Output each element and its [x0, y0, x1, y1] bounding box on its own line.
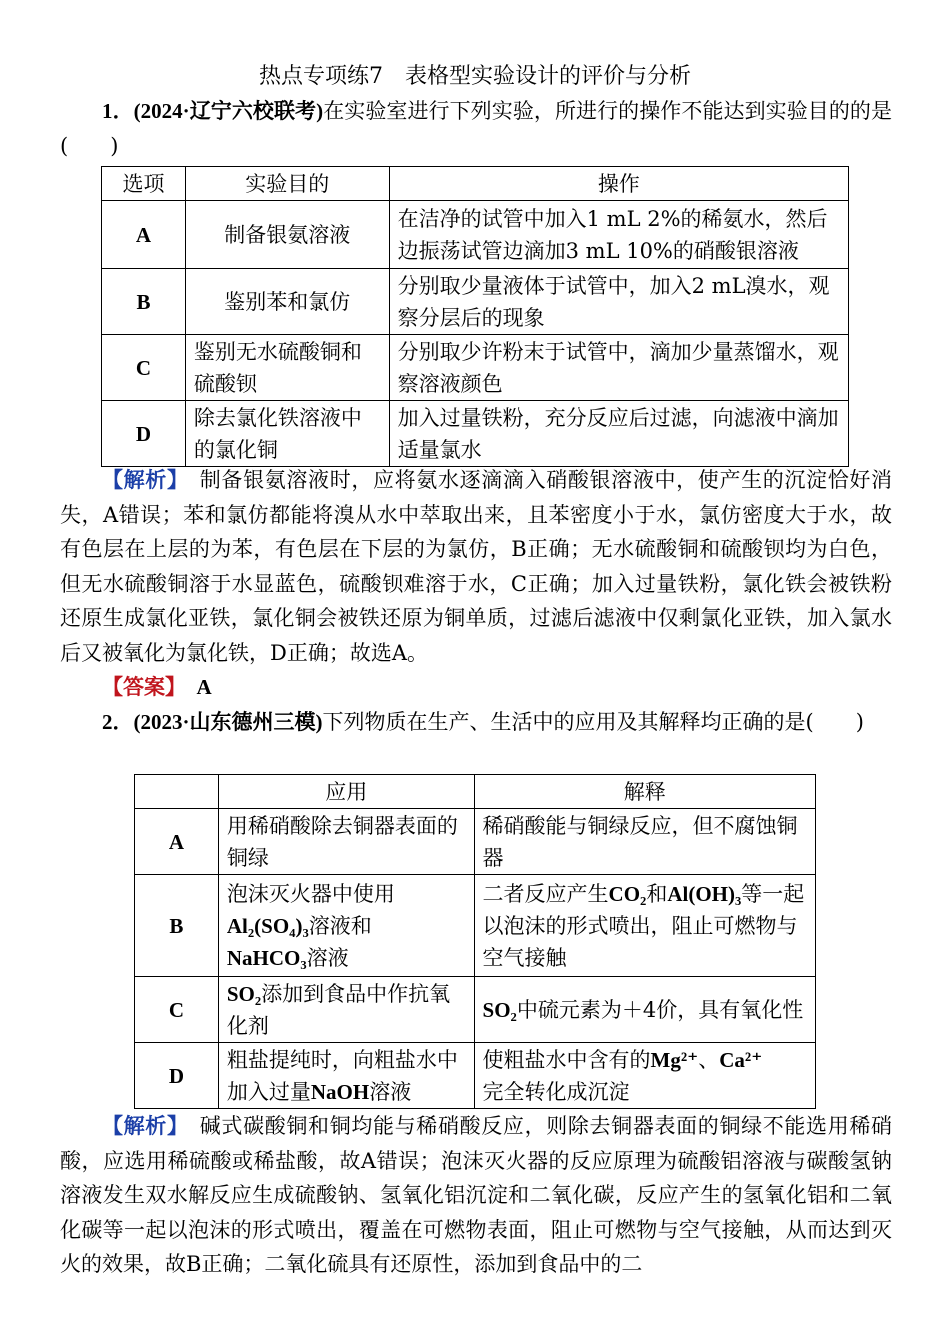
chemical-formula: Ca²⁺	[719, 1047, 763, 1072]
chemical-formula: NaOH	[310, 1079, 370, 1104]
text-run: 溶液和	[308, 913, 372, 938]
question-1-analysis	[60, 463, 892, 670]
text-run: 溶液	[369, 1079, 412, 1104]
experiment-goal: 制备银氨溶液	[185, 201, 389, 269]
option-label: C	[135, 977, 219, 1043]
table-header: 应用	[218, 775, 474, 809]
text-run: 溶液	[306, 945, 349, 970]
chemical-formula: SO₂	[226, 981, 262, 1006]
text-run: 泡沫灭火器中使用	[226, 881, 395, 906]
analysis-text: 碱式碳酸铜和铜均能与稀硝酸反应，则除去铜器表面的铜绿不能选用稀硝酸，应选用稀硫酸或稀盐酸，故A错误；泡沫灭火器的反应原理为硫酸铝溶液与碳酸氢钠溶液发生双水解反应生成硫酸钠、氢氧化铝沉淀和二氧化碳，反应产生的氢氧化铝和二氧化碳等一起以泡沫的形式喷出，覆盖在可燃物表面，阻止可燃物与空气接触，从而达到灭火的效果，故B正确；二氧化硫具有还原性，添加到食品中的二	[60, 1114, 893, 1276]
chemical-formula: Mg²⁺	[650, 1047, 699, 1072]
experiment-goal: 鉴别无水硫酸铜和硫酸钡	[185, 335, 389, 401]
chemical-formula: SO₂	[482, 997, 517, 1022]
table-row	[135, 809, 816, 875]
text-run: 中硫元素为＋4价，具有氧化性	[516, 997, 804, 1022]
explanation-cell	[474, 875, 815, 977]
question-text: 下列物质在生产、生活中的应用及其解释均正确的是( )	[322, 710, 864, 734]
experiment-operation: 加入过量铁粉，充分反应后过滤，向滤液中滴加适量氯水	[389, 401, 848, 467]
question-1-table	[101, 166, 849, 467]
chemical-formula: Al(OH)₃	[667, 881, 742, 906]
table-row	[102, 201, 849, 269]
table-row	[102, 269, 849, 335]
text-run: 使粗盐水中含有的	[482, 1047, 651, 1072]
table-row	[102, 335, 849, 401]
question-2-stem	[60, 705, 892, 740]
application-cell: 用稀硝酸除去铜器表面的铜绿	[218, 809, 474, 875]
experiment-operation: 分别取少量液体于试管中，加入2 mL溴水，观察分层后的现象	[389, 269, 848, 335]
answer-value: A	[196, 675, 212, 699]
question-1-answer	[60, 670, 892, 705]
question-1-stem	[60, 94, 892, 163]
analysis-label: 【解析】	[102, 1113, 179, 1138]
question-2-analysis	[60, 1109, 892, 1282]
question-number: 2．	[102, 710, 134, 734]
question-2-table	[134, 774, 816, 1109]
table-header	[135, 775, 219, 809]
text-run: 等一起以泡沫的形式喷出，阻止可燃物与空气接触	[482, 881, 805, 970]
question-text: 在实验室进行下列实验，所进行的操作不能达到实验目的的是( )	[60, 99, 892, 158]
question-source: (2024·辽宁六校联考)	[133, 99, 324, 123]
question-source: (2023·山东德州三模)	[133, 710, 323, 734]
option-label: B	[102, 269, 186, 335]
analysis-text: 制备银氨溶液时，应将氨水逐滴滴入硝酸银溶液中，使产生的沉淀恰好消失，A错误；苯和氯仿都能将溴从水中萃取出来，且苯密度小于水，氯仿密度大于水，故有色层在上层的为苯，有色层在下层的为氯仿，B正确；无水硫酸铜和硫酸钡均为白色，但无水硫酸铜溶于水显蓝色，硫酸钡难溶于水，C正确；加入过量铁粉，氯化铁会被铁粉还原生成氯化亚铁，氯化铜会被铁还原为铜单质，过滤后滤液中仅剩氯化亚铁，加入氯水后又被氧化为氯化铁，D正确；故选A。	[60, 468, 893, 665]
application-cell	[218, 1043, 474, 1109]
chemical-formula: CO₂	[608, 881, 647, 906]
chemical-formula: NaHCO₃	[226, 945, 307, 970]
text-run: 粗盐提纯时，向粗盐水中加入过量	[226, 1047, 458, 1104]
option-label: C	[102, 335, 186, 401]
analysis-label: 【解析】	[102, 467, 179, 492]
application-cell	[218, 875, 474, 977]
option-label: A	[135, 809, 219, 875]
explanation-cell	[474, 977, 815, 1043]
question-number: 1．	[102, 99, 134, 123]
text-run: 完全转化成沉淀	[482, 1079, 630, 1104]
experiment-goal: 除去氯化铁溶液中的氯化铜	[185, 401, 389, 467]
table-row	[135, 875, 816, 977]
text-run: 二者反应产生	[482, 881, 609, 906]
option-label: D	[135, 1043, 219, 1109]
text-run: 和	[646, 881, 668, 906]
explanation-cell	[474, 1043, 815, 1109]
text-run: 、	[698, 1047, 720, 1072]
text-run: 添加到食品中作抗氧化剂	[226, 981, 451, 1038]
option-label: A	[102, 201, 186, 269]
experiment-operation: 在洁净的试管中加入1 mL 2%的稀氨水，然后边振荡试管边滴加3 mL 10%的硝酸银溶液	[389, 201, 848, 269]
option-label: B	[135, 875, 219, 977]
explanation-cell: 稀硝酸能与铜绿反应，但不腐蚀铜器	[474, 809, 815, 875]
chemical-formula: Al₂(SO₄)₃	[226, 913, 309, 938]
table-header: 选项	[102, 167, 186, 201]
table-header: 操作	[389, 167, 848, 201]
experiment-operation: 分别取少许粉末于试管中，滴加少量蒸馏水，观察溶液颜色	[389, 335, 848, 401]
option-label: D	[102, 401, 186, 467]
experiment-goal: 鉴别苯和氯仿	[185, 269, 389, 335]
answer-label: 【答案】	[102, 674, 176, 699]
table-header-row	[135, 775, 816, 809]
application-cell	[218, 977, 474, 1043]
table-header-row	[102, 167, 849, 201]
table-row	[135, 1043, 816, 1109]
table-header: 解释	[474, 775, 815, 809]
table-row	[135, 977, 816, 1043]
page-title: 热点专项练7 表格型实验设计的评价与分析	[259, 64, 691, 89]
table-row	[102, 401, 849, 467]
table-header: 实验目的	[185, 167, 389, 201]
